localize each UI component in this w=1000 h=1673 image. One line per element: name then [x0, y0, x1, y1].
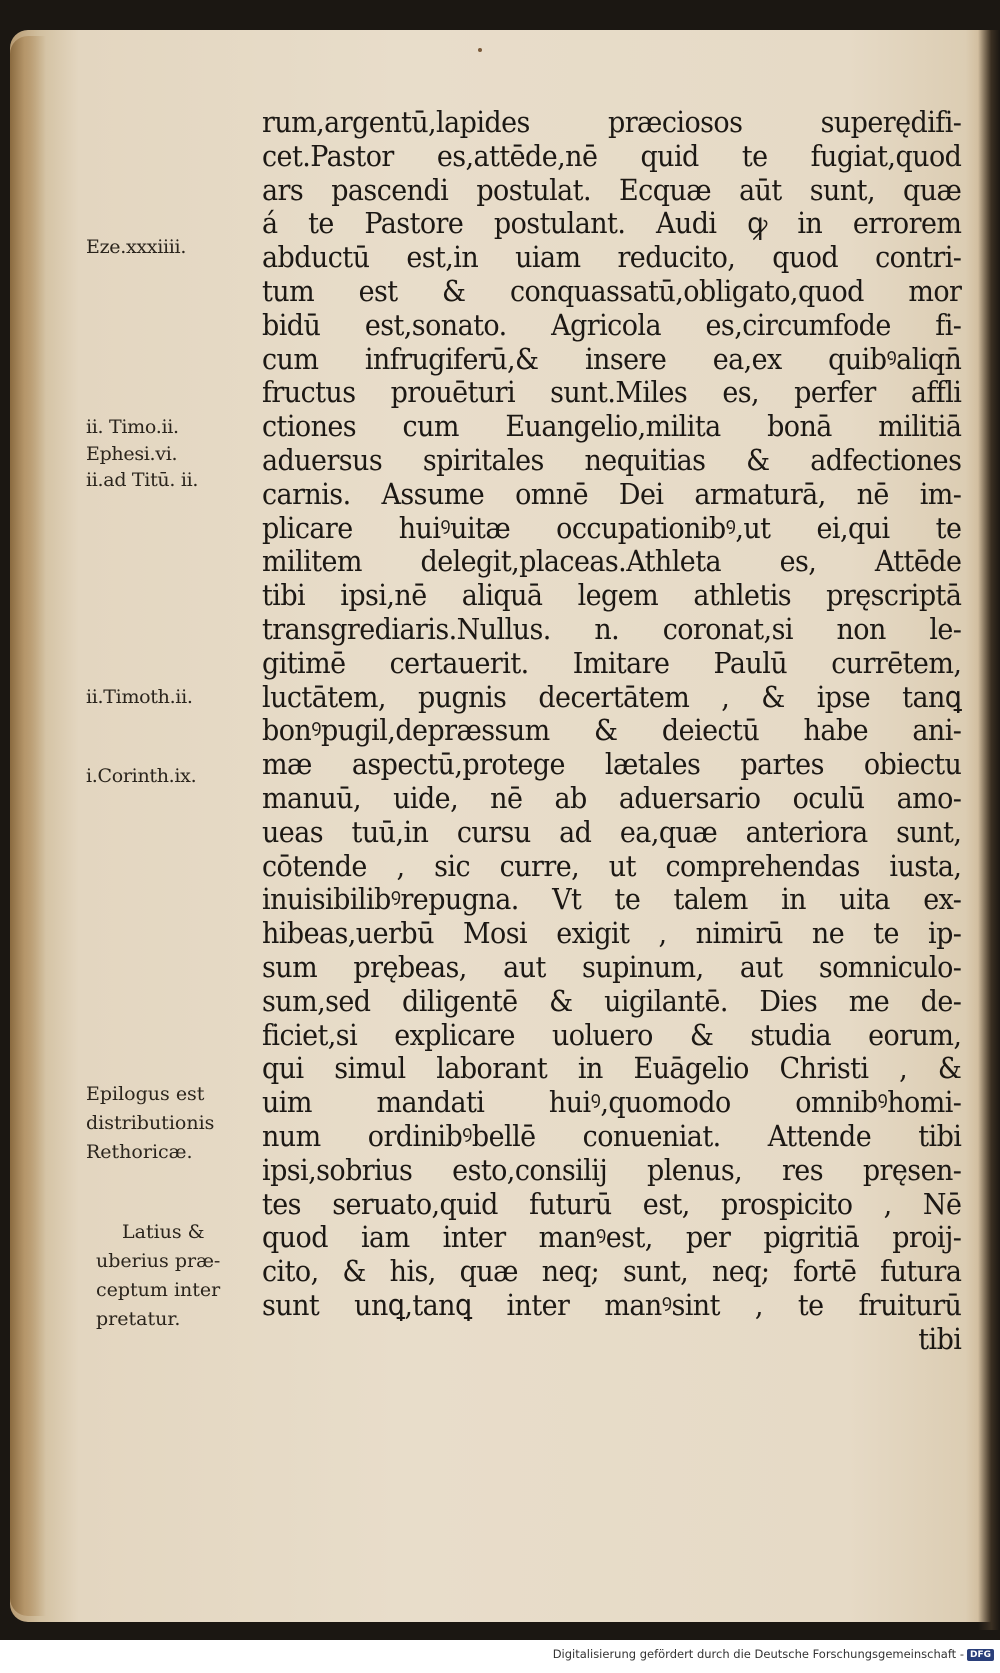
text-line: transgrediaris.Nullus. n. coronat,si non le-	[262, 611, 962, 646]
margin-note-titus: ii.ad Titū. ii.	[86, 469, 199, 491]
margin-note-line: Epilogus est	[86, 1083, 205, 1105]
text-line: quod iam inter manꝰest, per pigritiā proij-	[262, 1220, 962, 1255]
text-line: cito, & his, quæ neq; sunt, neq; fortē futura	[262, 1254, 962, 1289]
text-line: sunt unꝗ,tanꝗ inter manꝰsint , te fruiturū	[262, 1287, 962, 1322]
text-line: qui simul laborant in Euāgelio Christi , &	[262, 1051, 962, 1086]
text-line: tum est & conquassatū,obligato,quod mor	[262, 273, 962, 308]
text-line: aduersus spiritales nequitias & adfectiones	[262, 442, 962, 477]
text-line: luctātem, pugnis decertātem , & ipse tanꝗ	[262, 679, 962, 714]
text-line: á te Pastore postulant. Audi ꝙ in errorem	[262, 206, 962, 241]
text-line: inuisibilibꝰrepugna. Vt te talem in uita ex-	[262, 882, 962, 917]
text-line: uim mandati huiꝰ,quomodo omnibꝰhomi-	[262, 1085, 962, 1120]
text-line: tes seruato,quid futurū est, prospicito , Nē	[262, 1186, 962, 1221]
text-line: militem delegit,placeas.Athleta es, Attēde	[262, 544, 962, 579]
page-right-edge	[978, 30, 1000, 1630]
margin-note-timothy-2: ii.Timoth.ii.	[86, 686, 193, 708]
text-line: manuū, uide, nē ab aduersario oculū amo-	[262, 780, 962, 815]
text-line: sum,sed diligentē & uigilantē. Dies me de-	[262, 983, 962, 1018]
text-line: cum infrugiferū,& insere ea,ex quibꝰaliqn̄	[262, 341, 962, 376]
footer-text: Digitalisierung gefördert durch die Deutsche Forschungsgemeinschaft -	[552, 1647, 964, 1661]
margin-note-line: pretatur.	[96, 1308, 181, 1330]
text-line: ipsi,sobrius esto,consilij plenus, res pręsen-	[262, 1152, 962, 1187]
text-line: ars pascendi postulat. Ecquæ aūt sunt, quæ	[262, 172, 962, 207]
margin-note-latius	[92, 1218, 220, 1334]
margin-note-ephesians: Ephesi.vi.	[86, 443, 178, 465]
text-line: ctiones cum Euangelio,milita bonā militiā	[262, 409, 962, 444]
page-left-edge	[10, 36, 46, 1616]
text-line: plicare huiꝰuitæ occupationibꝰ,ut ei,qui te	[262, 510, 962, 545]
text-line: fructus prouēturi sunt.Miles es, perfer affli	[262, 375, 962, 410]
catchword: tibi	[918, 1321, 962, 1356]
text-line: cet.Pastor es,attēde,nē quid te fugiat,quod	[262, 138, 962, 173]
text-line: sum prębeas, aut supinum, aut somniculo-	[262, 949, 962, 984]
margin-note-timothy: ii. Timo.ii.	[86, 416, 179, 438]
text-line: carnis. Assume omnē Dei armaturā, nē im-	[262, 476, 962, 511]
dfg-logo-icon: DFG	[967, 1649, 994, 1661]
main-text-block	[262, 106, 962, 1356]
digitization-footer	[553, 1647, 994, 1661]
text-line: ficiet,si explicare uoluero & studia eorum,	[262, 1017, 962, 1052]
text-line: ueas tuū,in cursu ad ea,quæ anteriora sunt,	[262, 814, 962, 849]
text-line: bidū est,sonato. Agricola es,circumfode fi-	[262, 307, 962, 342]
text-line: hibeas,uerbū Mosi exigit , nimirū ne te ip-	[262, 916, 962, 951]
text-line: mæ aspectū,protege lætales partes obiectu	[262, 747, 962, 782]
text-line: bonꝰpugil,depræssum & deiectū habe ani-	[262, 713, 962, 748]
text-line: rum,argentū,lapides præciosos superędifi-	[262, 105, 962, 139]
text-line: num ordinibꝰbellē conueniat. Attende tibi	[262, 1118, 962, 1153]
margin-note-line: Rethoricæ.	[86, 1141, 193, 1163]
margin-note-line: Latius &	[122, 1221, 205, 1243]
text-line: cōtende , sic curre, ut comprehendas iusta,	[262, 848, 962, 883]
text-line: gitimē certauerit. Imitare Paulū currētem,	[262, 645, 962, 680]
text-line: abductū est,in uiam reducito, quod contri-	[262, 240, 962, 275]
margin-note-corinthians: i.Corinth.ix.	[86, 765, 197, 787]
text-line: tibi ipsi,nē aliquā legem athletis pręscriptā	[262, 578, 962, 613]
margin-note-line: ceptum inter	[96, 1279, 221, 1301]
margin-note-line: uberius præ-	[96, 1250, 221, 1272]
margin-note-ezechiel: Eze.xxxiiii.	[86, 236, 187, 258]
margin-note-epilogus	[86, 1080, 214, 1167]
ink-spot	[478, 48, 482, 52]
margin-note-line: distributionis	[86, 1112, 215, 1134]
